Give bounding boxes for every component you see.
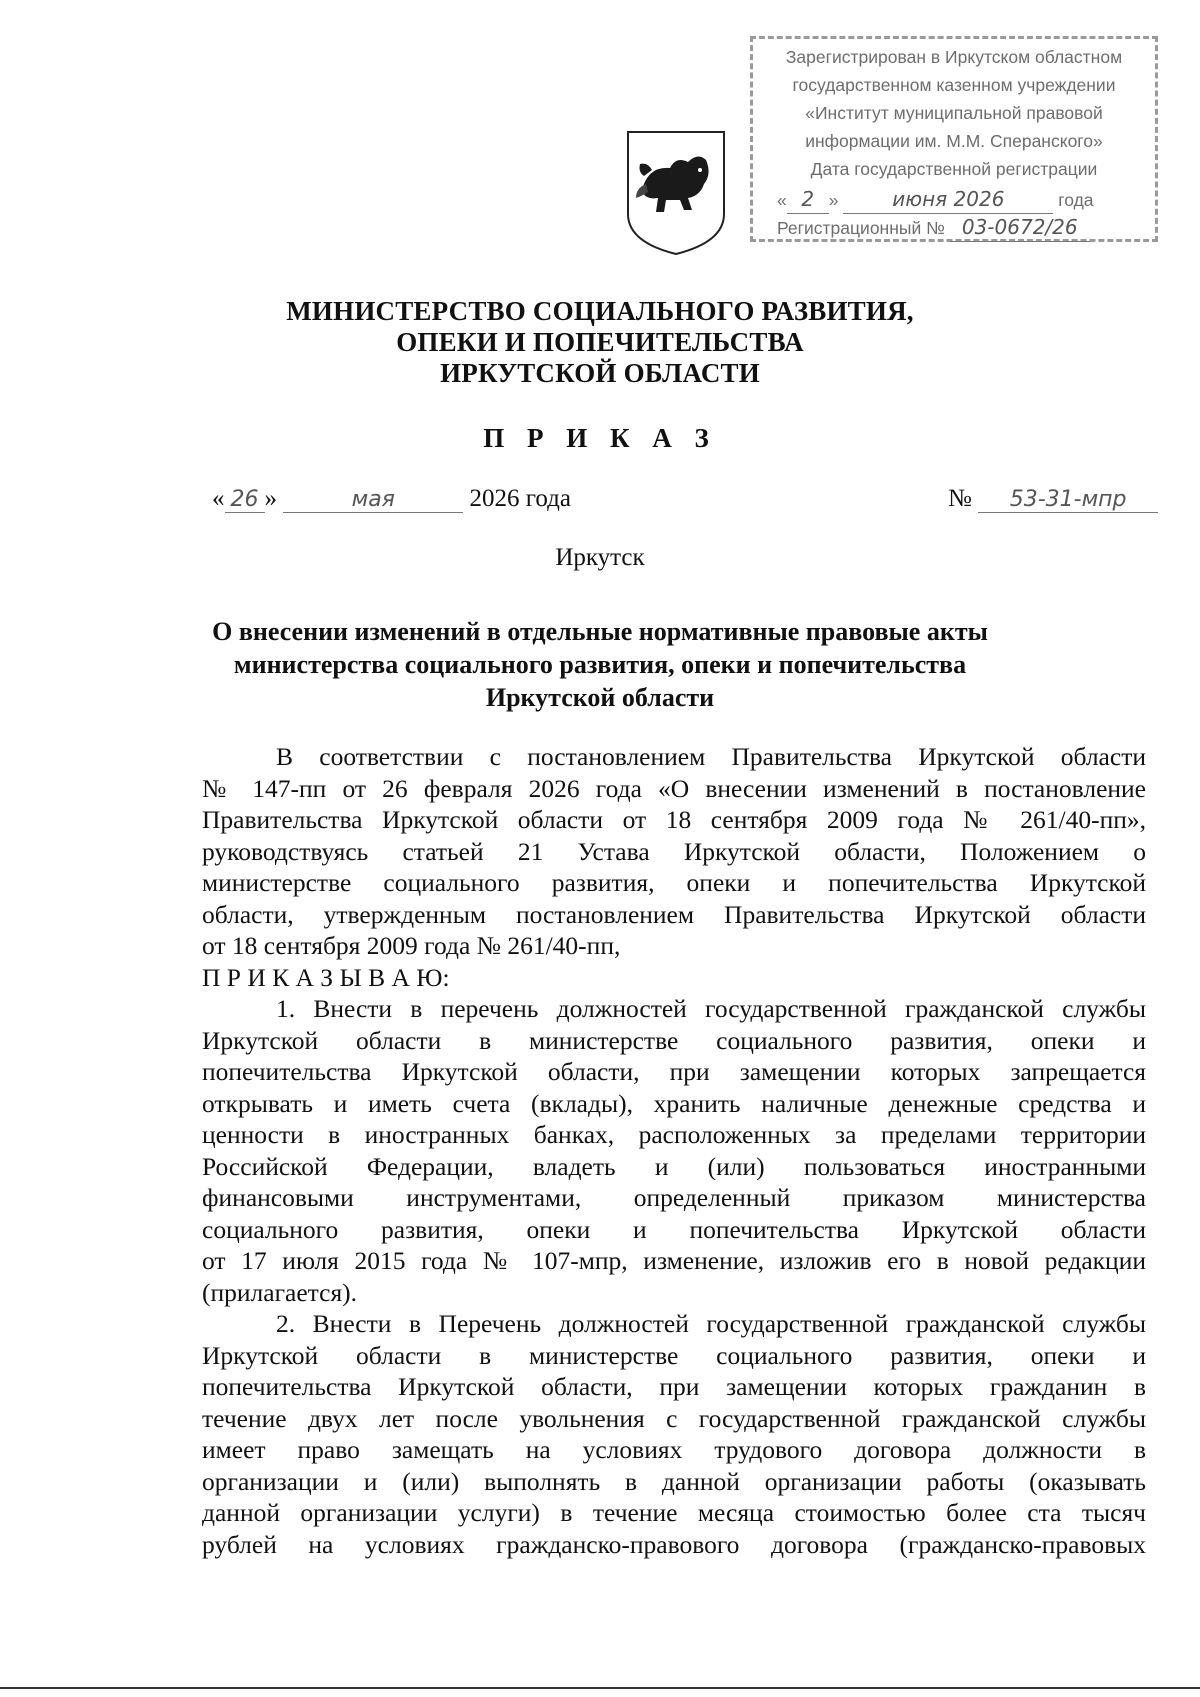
body-line: течение двух лет после увольнения с государственной гражданской службы bbox=[202, 1403, 1146, 1433]
stamp-registration-number bbox=[777, 213, 1147, 242]
document-title bbox=[0, 615, 1200, 714]
city-name: Иркутск bbox=[555, 544, 645, 571]
order-date-month: мая bbox=[283, 487, 463, 513]
body-line: Российской Федерации, владеть и (или) пользоваться иностранными bbox=[202, 1151, 1146, 1181]
stamp-line-1: Зарегистрирован в Иркутском областном bbox=[785, 47, 1123, 67]
body-line: руководствуясь статьей 21 Устава Иркутской области, Положением о bbox=[202, 836, 1146, 866]
title-line-3: Иркутской области bbox=[485, 683, 715, 712]
registration-stamp bbox=[750, 36, 1158, 242]
stamp-date-open: « bbox=[777, 190, 787, 210]
body-line: данной организации услуги) в течение месяца стоимостью более ста тысяч bbox=[202, 1498, 1146, 1527]
order-date-day: 26 bbox=[225, 487, 265, 513]
body-line: социального развития, опеки и попечительства Иркутской области bbox=[202, 1214, 1146, 1244]
body-line: 2. Внести в Перечень должностей государственной гражданской службы bbox=[276, 1309, 1146, 1338]
stamp-line-4: информации им. М.М. Сперанского» bbox=[805, 131, 1103, 151]
coat-of-arms-emblem bbox=[622, 126, 730, 258]
body-line: открывать и иметь счета (вклады), хранить наличные денежные средства и bbox=[202, 1088, 1146, 1118]
order-date-year: 2026 года bbox=[469, 485, 571, 512]
ministry-header bbox=[0, 296, 1200, 389]
stamp-line-3: «Институт муниципальной правовой bbox=[805, 103, 1103, 123]
stamp-date-suffix: года bbox=[1058, 190, 1094, 210]
ministry-line-1: МИНИСТЕРСТВО СОЦИАЛЬНОГО РАЗВИТИЯ, bbox=[286, 296, 914, 326]
ministry-line-3: ИРКУТСКОЙ ОБЛАСТИ bbox=[440, 358, 760, 388]
stamp-reg-number: 03-0672/26 bbox=[950, 213, 1090, 242]
document-body bbox=[202, 741, 1146, 1560]
stamp-date-day: 2 bbox=[787, 185, 829, 214]
body-line: попечительства Иркутской области, при замещении которых гражданин в bbox=[202, 1372, 1146, 1401]
body-line: от 17 июля 2015 года № 107-мпр, изменение, изложив его в новой редакции bbox=[202, 1246, 1146, 1275]
order-number bbox=[948, 485, 1158, 513]
body-line: № 147-пп от 26 февраля 2026 года «О внесении изменений в постановление bbox=[202, 773, 1146, 803]
body-line: Иркутской области в министерстве социального развития, опеки и bbox=[202, 1025, 1146, 1055]
body-line: министерстве социального развития, опеки и попечительства Иркутской bbox=[202, 868, 1146, 897]
title-line-1: О внесении изменений в отдельные нормативные правовые акты bbox=[212, 617, 988, 646]
stamp-date-month-year: июня 2026 bbox=[843, 185, 1053, 214]
body-line: ценности в иностранных банках, расположенных за пределами территории bbox=[202, 1120, 1146, 1149]
order-date-open: « bbox=[212, 485, 225, 512]
ministry-line-2: ОПЕКИ И ПОПЕЧИТЕЛЬСТВА bbox=[396, 327, 804, 357]
order-number-value: 53-31-мпр bbox=[978, 487, 1158, 513]
order-date bbox=[212, 485, 571, 513]
stamp-registration-date bbox=[777, 185, 1147, 214]
body-line: от 18 сентября 2009 года № 261/40-пп, bbox=[202, 931, 621, 960]
body-line: Правительства Иркутской области от 18 сентября 2009 года № 261/40-пп», bbox=[202, 805, 1146, 834]
body-line: имеет право замещать на условиях трудового договора должности в bbox=[202, 1435, 1146, 1464]
body-line: рублей на условиях гражданско-правового договора (гражданско-правовых bbox=[202, 1529, 1146, 1559]
order-date-close: » bbox=[264, 485, 277, 512]
body-line: организации и (или) выполнять в данной организации работы (оказывать bbox=[202, 1466, 1146, 1496]
stamp-line-5: Дата государственной регистрации bbox=[810, 159, 1098, 179]
body-line: финансовыми инструментами, определенный приказом министерства bbox=[202, 1183, 1146, 1212]
body-line-order-verb: П Р И К А З Ы В А Ю: bbox=[202, 962, 450, 992]
body-line: попечительства Иркутской области, при замещении которых запрещается bbox=[202, 1057, 1146, 1086]
stamp-line-2: государственном казенном учреждении bbox=[792, 75, 1116, 95]
scan-bottom-edge bbox=[0, 1687, 1200, 1689]
order-number-label: № bbox=[948, 485, 972, 512]
body-line: области, утвержденным постановлением Правительства Иркутской области bbox=[202, 899, 1146, 929]
body-line: В соответствии с постановлением Правительства Иркутской области bbox=[276, 742, 1146, 771]
stamp-reg-label: Регистрационный № bbox=[777, 218, 945, 238]
body-line: Иркутской области в министерстве социального развития, опеки и bbox=[202, 1340, 1146, 1370]
stamp-date-mid: » bbox=[828, 190, 839, 210]
body-line: 1. Внести в перечень должностей государственной гражданской службы bbox=[276, 994, 1146, 1023]
body-line: (прилагается). bbox=[202, 1277, 358, 1307]
order-heading: П Р И К А З bbox=[483, 423, 717, 453]
title-line-2: министерства социального развития, опеки и попечительства bbox=[233, 650, 967, 679]
